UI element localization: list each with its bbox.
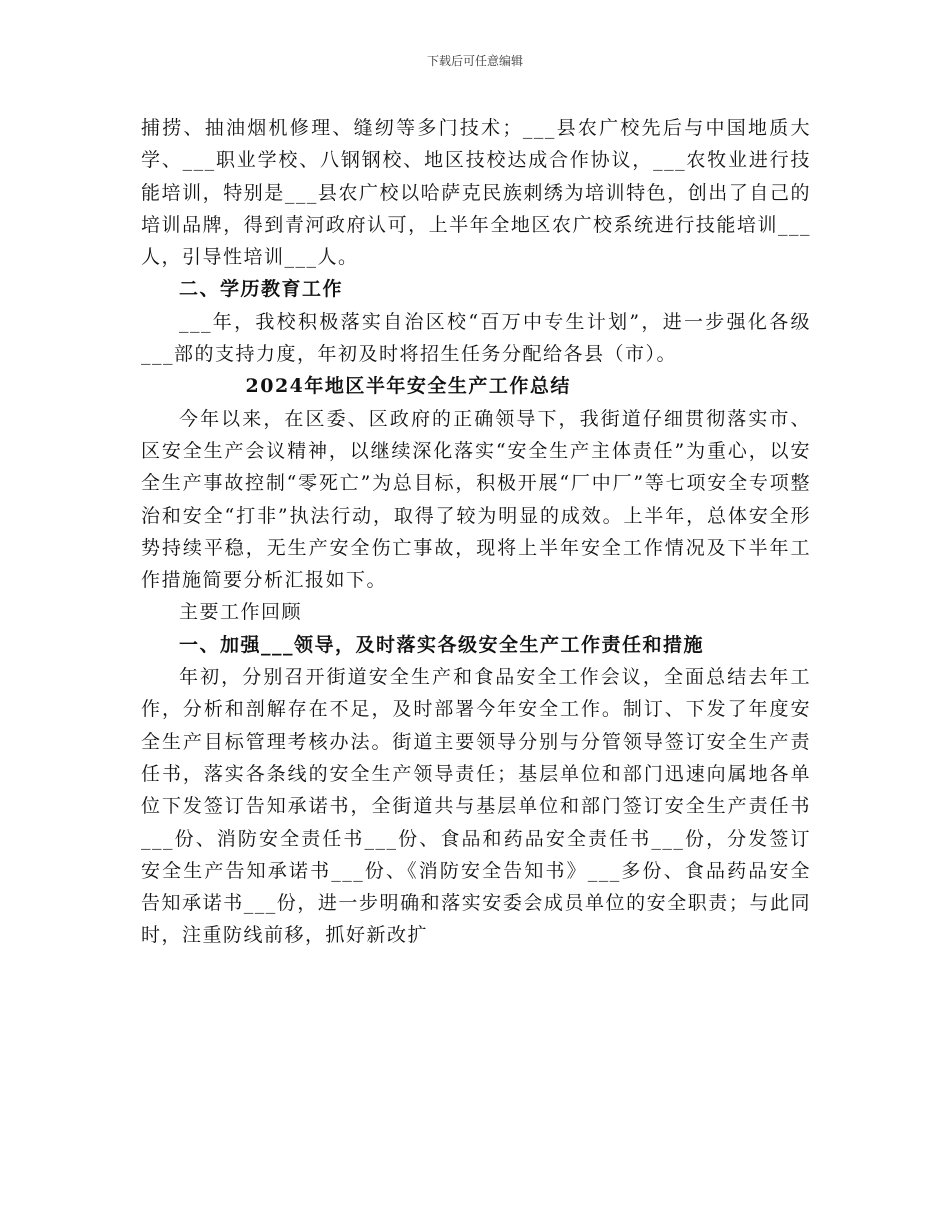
heading-work-review: 主要工作回顾 (179, 601, 303, 624)
document-body (141, 112, 811, 952)
section-heading-education: 二、学历教育工作 (179, 278, 344, 301)
section-heading-leadership: 一、加强___领导，及时落实各级安全生产工作责任和措施 (179, 633, 705, 656)
paragraph-training: 捕捞、抽油烟机修理、缝纫等多门技术；___县农广校先后与中国地质大学、___职业学校、八钢钢校、地区技校达成合作协议，___农牧业进行技能培训，特别是___县农广校以哈萨克民族刺绣为培训特色，创出了自己的培训品牌，得到青河政府认可，上半年全地区农广校系统进行技能培训___人，引导性培训___人。 (141, 117, 811, 269)
paragraph-leadership: 年初，分别召开街道安全生产和食品安全工作会议，全面总结去年工作，分析和剖解存在不足，及时部署今年安全工作。制订、下发了年度安全生产目标管理考核办法。街道主要领导分别与分管领导签订安全生产责任书，落实各条线的安全生产领导责任；基层单位和部门迅速向属地各单位下发签订告知承诺书，全街道共与基层单位和部门签订安全生产责任书___份、消防安全责任书___份、食品和药品安全责任书___份，分发签订安全生产告知承诺书___份、《消防安全告知书》___多份、食品药品安全告知承诺书___份，进一步明确和落实安委会成员单位的安全职责；与此同时，注重防线前移，抓好新改扩 (141, 666, 811, 947)
page-header-note: 下载后可任意编辑 (426, 54, 523, 68)
paragraph-intro: 今年以来，在区委、区政府的正确领导下，我街道仔细贯彻落实市、区安全生产会议精神，以继续深化落实“安全生产主体责任”为重心，以安全生产事故控制“零死亡”为总目标，积极开展“厂中厂”等七项安全专项整治和安全“打非”执法行动，取得了较为明显的成效。上半年，总体安全形势持续平稳，无生产安全伤亡事故，现将上半年安全工作情况及下半年工作措施简要分析汇报如下。 (141, 407, 811, 592)
paragraph-education: ___年，我校积极落实自治区校“百万中专生计划”，进一步强化各级___部的支持力度，年初及时将招生任务分配给各县（市）。 (141, 310, 811, 366)
document-title: 2024年地区半年安全生产工作总结 (245, 375, 571, 398)
